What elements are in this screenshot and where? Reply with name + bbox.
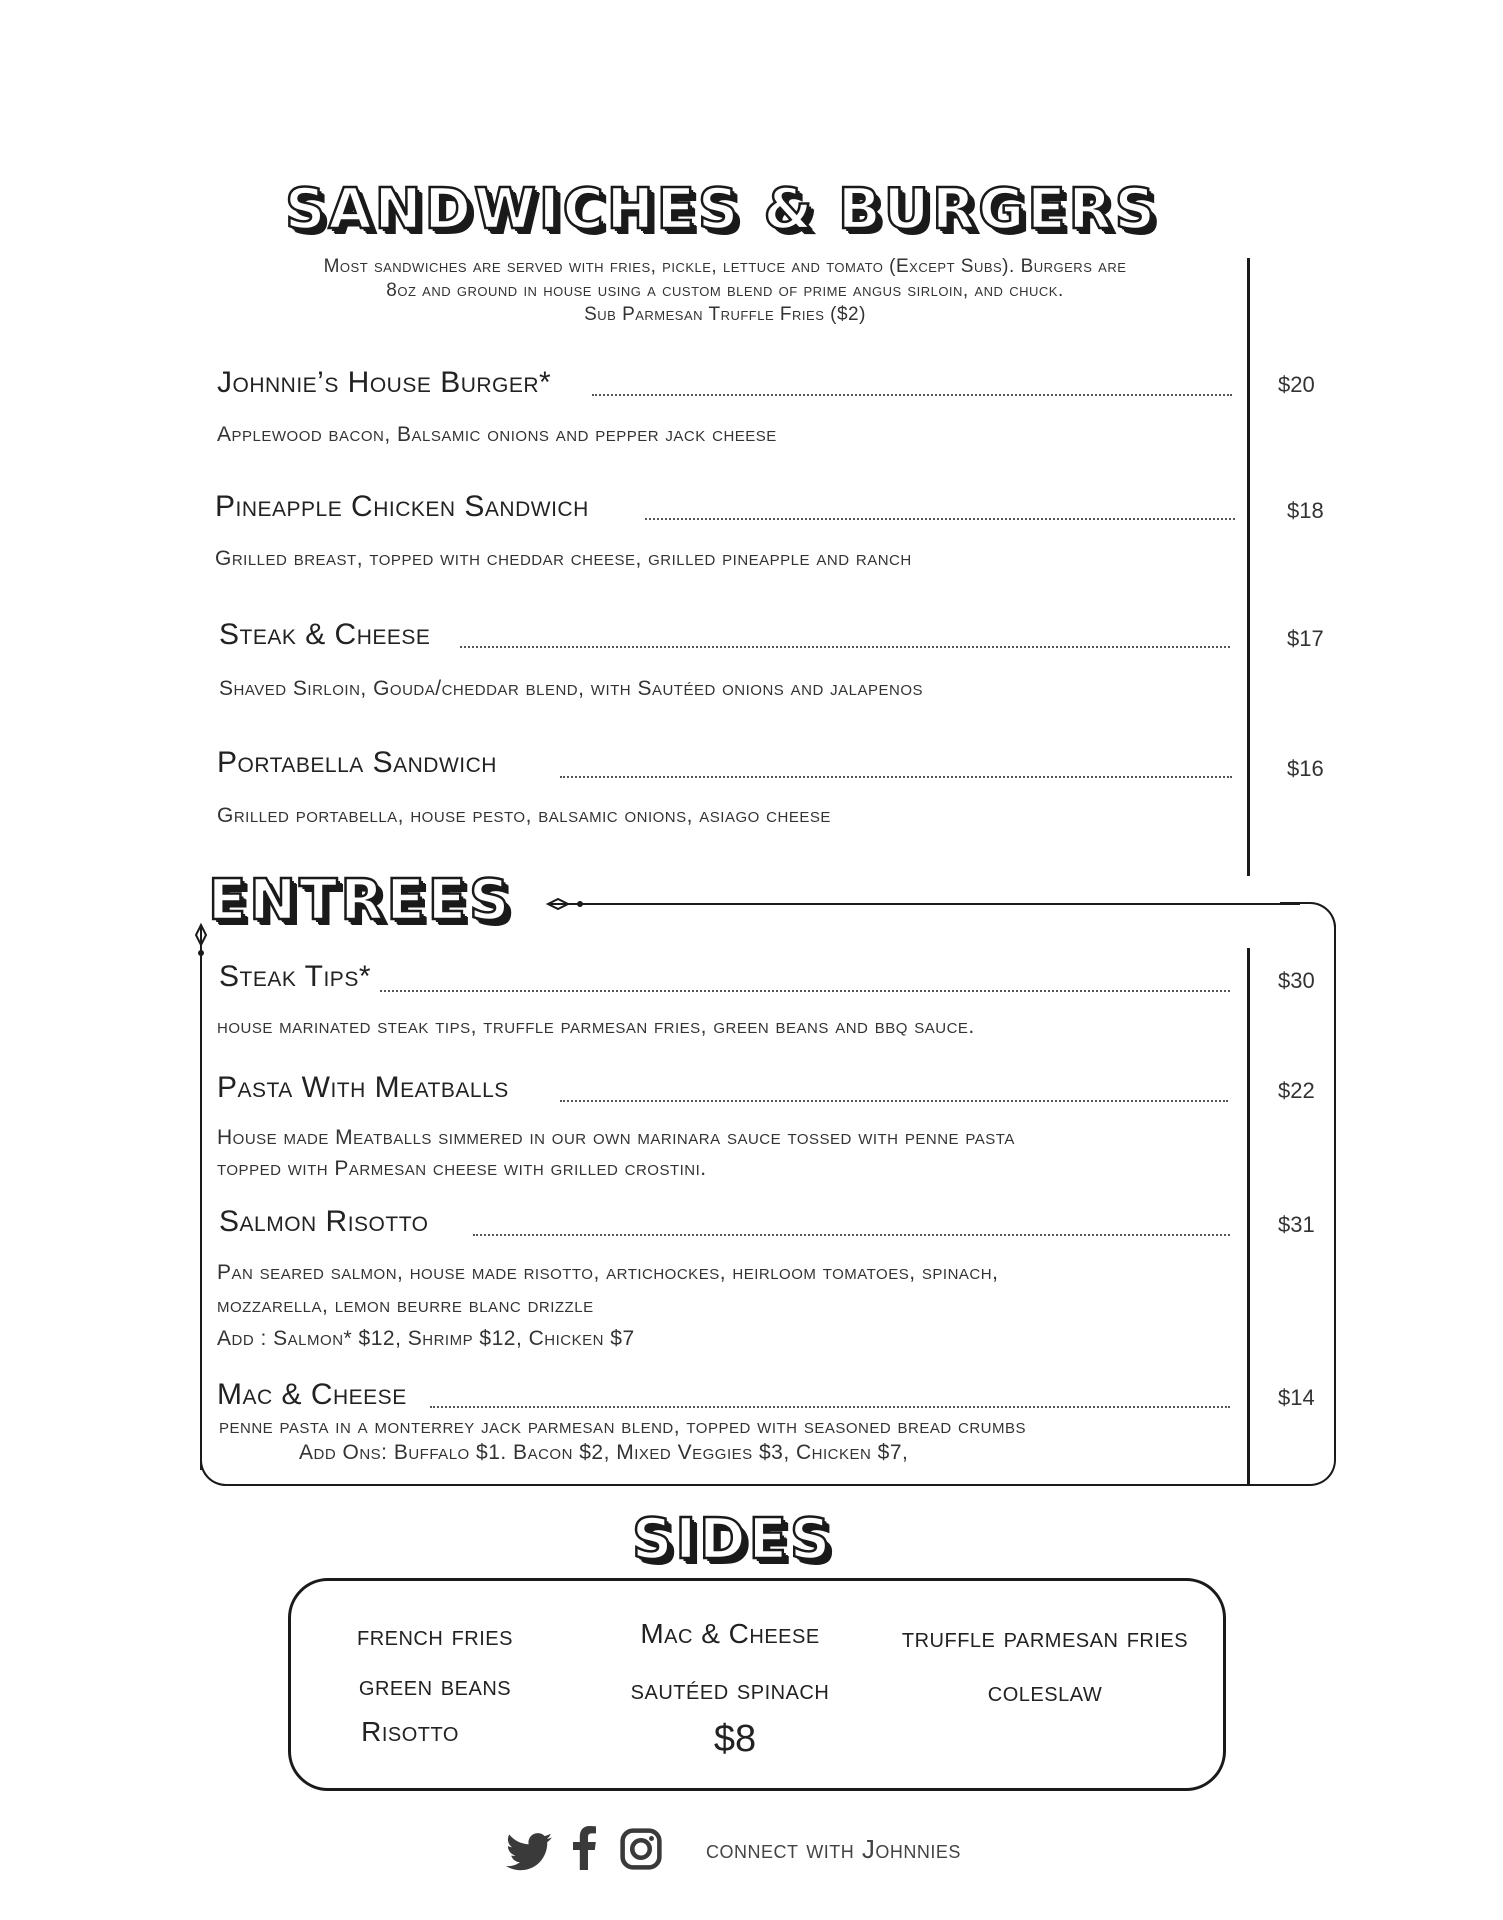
menu-item-description	[219, 1414, 1026, 1466]
dot-leader	[560, 1100, 1228, 1102]
menu-item-name: Pineapple Chicken Sandwich	[215, 490, 589, 523]
menu-item-price: $14	[1278, 1385, 1315, 1410]
menu-item-price: $16	[1287, 756, 1324, 781]
menu-item-description: Grilled portabella, house pesto, balsamic onions, asiago cheese	[217, 804, 831, 827]
facebook-icon[interactable]	[572, 1826, 596, 1870]
menu-item-description: Shaved Sirloin, Gouda/cheddar blend, with Sautéed onions and jalapenos	[219, 677, 924, 700]
twitter-icon[interactable]	[506, 1832, 552, 1872]
description-line: topped with Parmesan cheese with grilled crostini.	[217, 1157, 707, 1180]
sides-title: SIDES	[632, 1507, 834, 1572]
menu-item-price: $22	[1278, 1078, 1315, 1103]
menu-item-name: Steak Tips*	[219, 960, 371, 993]
description-line: mozzarella, lemon beurre blanc drizzle	[217, 1294, 594, 1317]
menu-item-name: Pasta With Meatballs	[217, 1071, 509, 1104]
description-line: Add : Salmon* $12, Shrimp $12, Chicken $7	[217, 1327, 635, 1350]
menu-item-description	[217, 1122, 1015, 1184]
menu-item-name: Portabella Sandwich	[217, 746, 497, 779]
menu-item-price: $18	[1287, 498, 1324, 523]
intro-line: Most sandwiches are served with fries, pickle, lettuce and tomato (Except Subs). Burgers are	[323, 256, 1127, 277]
side-item: Mac & Cheese	[640, 1618, 820, 1649]
menu-item-description: house marinated steak tips, truffle parmesan fries, green beans and bbq sauce.	[217, 1015, 975, 1038]
menu-item-price: $31	[1278, 1212, 1315, 1237]
entrees-box-top-right	[1280, 902, 1336, 958]
menu-item-price: $20	[1278, 372, 1315, 397]
menu-item-price: $17	[1287, 626, 1324, 651]
description-line: Add Ons: Buffalo $1. Bacon $2, Mixed Veggies $3, Chicken $7,	[299, 1441, 909, 1464]
sides-price: $8	[713, 1718, 757, 1760]
side-item: green beans	[358, 1670, 512, 1701]
description-line: Pan seared salmon, house made risotto, artichockes, heirloom tomatoes, spinach,	[217, 1261, 999, 1284]
menu-item-description	[217, 1256, 998, 1355]
dot-leader	[473, 1234, 1230, 1236]
menu-item-name: Mac & Cheese	[217, 1378, 407, 1411]
menu-item-name: Steak & Cheese	[219, 618, 431, 651]
menu-item-description: Grilled breast, topped with cheddar cheese, grilled pineapple and ranch	[215, 547, 912, 570]
entrees-price-divider	[1247, 948, 1250, 1484]
intro-line: 8oz and ground in house using a custom blend of prime angus sirloin, and chuck.	[386, 280, 1064, 301]
dot-leader	[430, 1406, 1230, 1408]
menu-item-name: Johnnie’s House Burger*	[217, 366, 552, 399]
menu-item-name: Salmon Risotto	[219, 1205, 429, 1238]
menu-item-description: Applewood bacon, Balsamic onions and pepper jack cheese	[217, 423, 777, 446]
menu-item-price: $30	[1278, 968, 1315, 993]
instagram-icon[interactable]	[620, 1828, 662, 1870]
intro-line: Sub Parmesan Truffle Fries ($2)	[584, 304, 866, 325]
dot-leader	[380, 990, 1230, 992]
entrees-title: ENTREES	[208, 868, 513, 933]
description-line: House made Meatballs simmered in our own marinara sauce tossed with penne pasta	[217, 1126, 1015, 1149]
side-item: sautéed spinach	[630, 1674, 830, 1705]
side-item: coleslaw	[987, 1676, 1103, 1707]
sandwiches-title: SANDWICHES & BURGERS	[285, 177, 1158, 242]
connect-text: connect with Johnnies	[706, 1834, 961, 1864]
side-item: Risotto	[361, 1716, 459, 1747]
description-line: penne pasta in a monterrey jack parmesan blend, topped with seasoned bread crumbs	[219, 1415, 1027, 1438]
side-item: truffle parmesan fries	[901, 1622, 1189, 1653]
side-item: french fries	[356, 1620, 513, 1651]
